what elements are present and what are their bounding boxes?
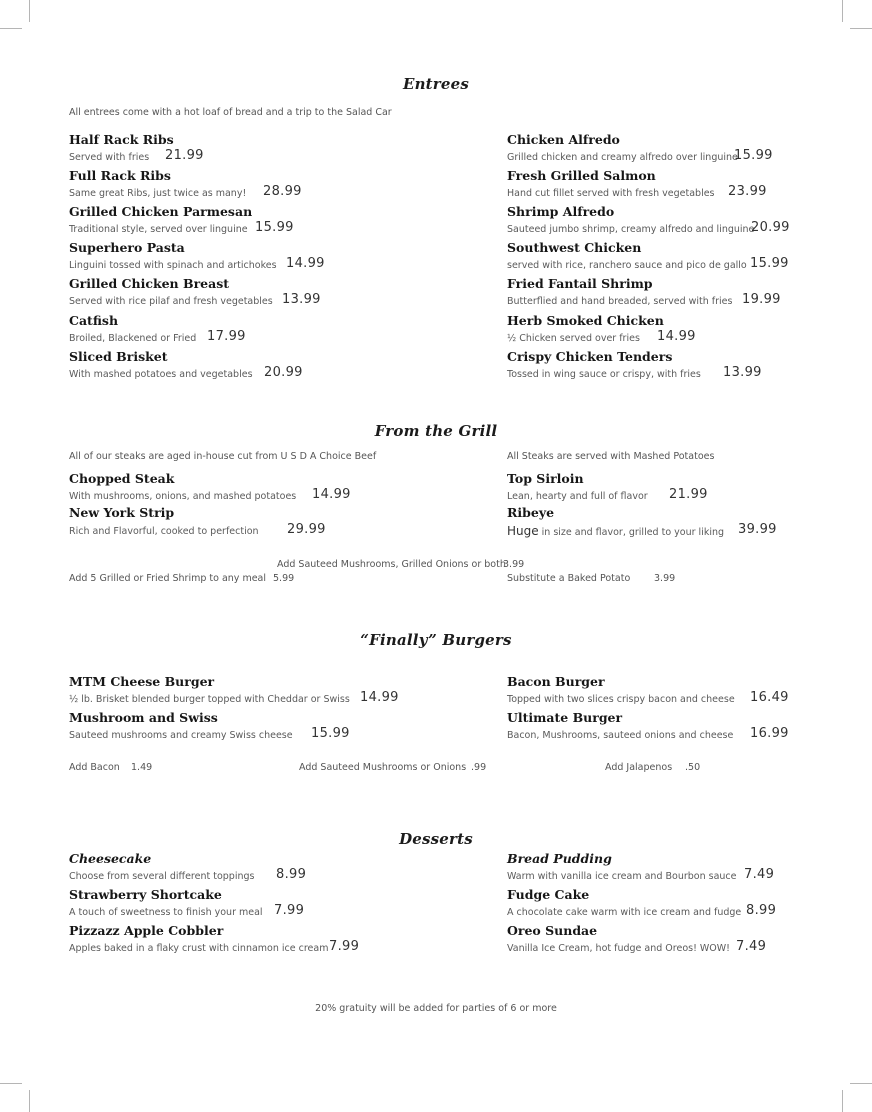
item-description: Choose from several different toppings bbox=[69, 871, 255, 882]
section-title-entrees: Entrees bbox=[402, 75, 470, 93]
item-name: Half Rack Ribs bbox=[69, 132, 174, 147]
menu-item bbox=[69, 132, 429, 168]
item-name: Fried Fantail Shrimp bbox=[507, 276, 653, 291]
item-name: Chopped Steak bbox=[69, 471, 175, 486]
item-name: Herb Smoked Chicken bbox=[507, 313, 664, 328]
item-name: Ultimate Burger bbox=[507, 710, 623, 725]
item-description: With mushrooms, onions, and mashed potatoes bbox=[69, 491, 297, 502]
menu-item bbox=[507, 349, 867, 385]
item-name: Shrimp Alfredo bbox=[507, 204, 615, 219]
menu-item bbox=[69, 851, 429, 887]
item-name: Ribeye bbox=[507, 505, 555, 520]
item-price: 7.49 bbox=[744, 867, 775, 882]
item-name: Top Sirloin bbox=[507, 471, 584, 486]
item-description: Lean, hearty and full of flavor bbox=[507, 491, 648, 502]
item-name: Southwest Chicken bbox=[507, 240, 642, 255]
crop-mark bbox=[850, 1083, 872, 1084]
item-name: Full Rack Ribs bbox=[69, 168, 171, 183]
item-description: Warm with vanilla ice cream and Bourbon sauce bbox=[507, 871, 737, 882]
addon-jalapenos bbox=[605, 762, 715, 776]
menu-item bbox=[69, 923, 429, 959]
menu-item bbox=[507, 471, 867, 507]
menu-item bbox=[507, 168, 867, 204]
addon-label: Add Jalapenos bbox=[605, 762, 673, 773]
item-description: Linguini tossed with spinach and artichokes bbox=[69, 260, 277, 271]
entrees-intro: All entrees come with a hot loaf of bread and a trip to the Salad Car bbox=[69, 107, 392, 118]
menu-item bbox=[69, 349, 429, 385]
menu-item bbox=[507, 240, 867, 276]
item-description: Same great Ribs, just twice as many! bbox=[69, 188, 247, 199]
item-description: Broiled, Blackened or Fried bbox=[69, 333, 197, 344]
item-description: Sauteed jumbo shrimp, creamy alfredo and linguine bbox=[507, 224, 755, 235]
menu-item bbox=[507, 674, 867, 710]
item-description: Bacon, Mushrooms, sauteed onions and cheese bbox=[507, 730, 734, 741]
crop-mark bbox=[29, 1090, 30, 1112]
item-price: 28.99 bbox=[263, 184, 302, 199]
item-description: Grilled chicken and creamy alfredo over linguine bbox=[507, 152, 738, 163]
addon-label: Add 5 Grilled or Fried Shrimp to any meal bbox=[69, 573, 267, 584]
item-description: Sauteed mushrooms and creamy Swiss cheese bbox=[69, 730, 293, 741]
addon-mushrooms-onions bbox=[299, 762, 499, 776]
item-description: With mashed potatoes and vegetables bbox=[69, 369, 253, 380]
menu-item bbox=[69, 505, 429, 541]
grill-intro-right: All Steaks are served with Mashed Potatoes bbox=[507, 451, 715, 462]
item-price: 20.99 bbox=[751, 220, 790, 235]
gratuity-note: 20% gratuity will be added for parties of 6 or more bbox=[315, 1003, 557, 1014]
section-title-grill: From the Grill bbox=[374, 422, 498, 440]
item-price: 19.99 bbox=[742, 292, 781, 307]
item-name: Pizzazz Apple Cobbler bbox=[69, 923, 224, 938]
crop-mark bbox=[0, 1083, 22, 1084]
crop-mark bbox=[842, 1090, 843, 1112]
item-description: served with rice, ranchero sauce and pico de gallo bbox=[507, 260, 747, 271]
addon-price: 1.49 bbox=[131, 762, 153, 773]
crop-mark bbox=[850, 28, 872, 29]
item-description: Rich and Flavorful, cooked to perfection bbox=[69, 526, 259, 537]
menu-item bbox=[69, 674, 429, 710]
menu-item bbox=[69, 471, 429, 507]
item-price: 15.99 bbox=[734, 148, 773, 163]
addon-price: .99 bbox=[471, 762, 487, 773]
addon-price: .50 bbox=[685, 762, 701, 773]
item-description: A chocolate cake warm with ice cream and fudge bbox=[507, 907, 742, 918]
item-name: Chicken Alfredo bbox=[507, 132, 620, 147]
addon-shrimp bbox=[69, 573, 309, 587]
item-name: Bacon Burger bbox=[507, 674, 605, 689]
item-price: 15.99 bbox=[255, 220, 294, 235]
menu-item bbox=[507, 710, 867, 746]
item-price: 13.99 bbox=[723, 365, 762, 380]
item-description: Served with rice pilaf and fresh vegetables bbox=[69, 296, 273, 307]
addon-label: Add Sauteed Mushrooms, Grilled Onions or both bbox=[277, 559, 506, 570]
addon-price: 3.99 bbox=[654, 573, 676, 584]
item-name: Bread Pudding bbox=[507, 851, 612, 866]
item-description: ½ lb. Brisket blended burger topped with Cheddar or Swiss bbox=[69, 694, 350, 705]
item-description: Butterflied and hand breaded, served with fries bbox=[507, 296, 733, 307]
item-price: 14.99 bbox=[360, 690, 399, 705]
item-name: Mushroom and Swiss bbox=[69, 710, 218, 725]
item-name: Cheesecake bbox=[69, 851, 152, 866]
item-name: New York Strip bbox=[69, 505, 175, 520]
menu-item bbox=[69, 276, 429, 312]
section-title-burgers: “Finally” Burgers bbox=[360, 631, 512, 649]
addon-label: Add Bacon bbox=[69, 762, 120, 773]
item-price: 16.99 bbox=[750, 726, 789, 741]
item-price: 13.99 bbox=[282, 292, 321, 307]
item-price: 8.99 bbox=[746, 903, 777, 918]
item-name: Grilled Chicken Parmesan bbox=[69, 204, 253, 219]
item-name: Fudge Cake bbox=[507, 887, 590, 902]
item-description: ½ Chicken served over fries bbox=[507, 333, 640, 344]
crop-mark bbox=[842, 0, 843, 22]
item-price: 21.99 bbox=[669, 487, 708, 502]
item-price: 16.49 bbox=[750, 690, 789, 705]
item-price: 15.99 bbox=[750, 256, 789, 271]
item-price: 7.49 bbox=[736, 939, 767, 954]
item-name: Catfish bbox=[69, 313, 119, 328]
addon-baked-potato bbox=[507, 573, 707, 587]
item-price: 14.99 bbox=[286, 256, 325, 271]
item-price: 17.99 bbox=[207, 329, 246, 344]
item-description: Tossed in wing sauce or crispy, with fries bbox=[507, 369, 701, 380]
menu-item bbox=[69, 240, 429, 276]
addon-price: 3.99 bbox=[503, 559, 525, 570]
item-name: Superhero Pasta bbox=[69, 240, 185, 255]
item-price: 8.99 bbox=[276, 867, 307, 882]
addon-mushrooms-onions bbox=[277, 559, 537, 573]
item-name: Sliced Brisket bbox=[69, 349, 168, 364]
item-description: Served with fries bbox=[69, 152, 150, 163]
item-price: 7.99 bbox=[274, 903, 305, 918]
menu-item bbox=[507, 923, 867, 959]
grill-intro-left: All of our steaks are aged in-house cut from U S D A Choice Beef bbox=[69, 451, 377, 462]
menu-item bbox=[69, 204, 429, 240]
menu-item bbox=[69, 887, 429, 923]
menu-item bbox=[507, 505, 867, 541]
item-price: 15.99 bbox=[311, 726, 350, 741]
menu-item bbox=[507, 204, 867, 240]
addon-price: 5.99 bbox=[273, 573, 295, 584]
item-price: 7.99 bbox=[329, 939, 360, 954]
crop-mark bbox=[0, 28, 22, 29]
menu-item bbox=[69, 313, 429, 349]
menu-item bbox=[507, 851, 867, 887]
item-name: MTM Cheese Burger bbox=[69, 674, 215, 689]
addon-label: Substitute a Baked Potato bbox=[507, 573, 631, 584]
item-price: 14.99 bbox=[657, 329, 696, 344]
item-description: Topped with two slices crispy bacon and cheese bbox=[507, 694, 735, 705]
item-price: 21.99 bbox=[165, 148, 204, 163]
addon-label: Add Sauteed Mushrooms or Onions bbox=[299, 762, 467, 773]
menu-item bbox=[507, 313, 867, 349]
menu-item bbox=[507, 276, 867, 312]
item-price: 14.99 bbox=[312, 487, 351, 502]
item-price: 23.99 bbox=[728, 184, 767, 199]
item-name: Oreo Sundae bbox=[507, 923, 598, 938]
menu-item bbox=[507, 887, 867, 923]
item-price: 39.99 bbox=[738, 522, 777, 537]
item-price: 20.99 bbox=[264, 365, 303, 380]
item-price: 29.99 bbox=[287, 522, 326, 537]
menu-item bbox=[69, 168, 429, 204]
item-description-rest: in size and flavor, grilled to your liking bbox=[538, 527, 725, 538]
addon-bacon bbox=[69, 762, 169, 776]
crop-mark bbox=[29, 0, 30, 22]
item-description bbox=[507, 524, 724, 538]
menu-item bbox=[507, 132, 867, 168]
item-description: A touch of sweetness to finish your meal bbox=[69, 907, 263, 918]
item-description: Traditional style, served over linguine bbox=[69, 224, 248, 235]
item-description-emphasis: Huge bbox=[507, 524, 539, 538]
item-name: Fresh Grilled Salmon bbox=[507, 168, 656, 183]
item-name: Strawberry Shortcake bbox=[69, 887, 222, 902]
menu-item bbox=[69, 710, 429, 746]
item-description: Apples baked in a flaky crust with cinnamon ice cream bbox=[69, 943, 329, 954]
item-name: Grilled Chicken Breast bbox=[69, 276, 230, 291]
section-title-desserts: Desserts bbox=[399, 830, 473, 848]
item-description: Vanilla Ice Cream, hot fudge and Oreos! WOW! bbox=[507, 943, 730, 954]
item-name: Crispy Chicken Tenders bbox=[507, 349, 673, 364]
item-description: Hand cut fillet served with fresh vegetables bbox=[507, 188, 715, 199]
